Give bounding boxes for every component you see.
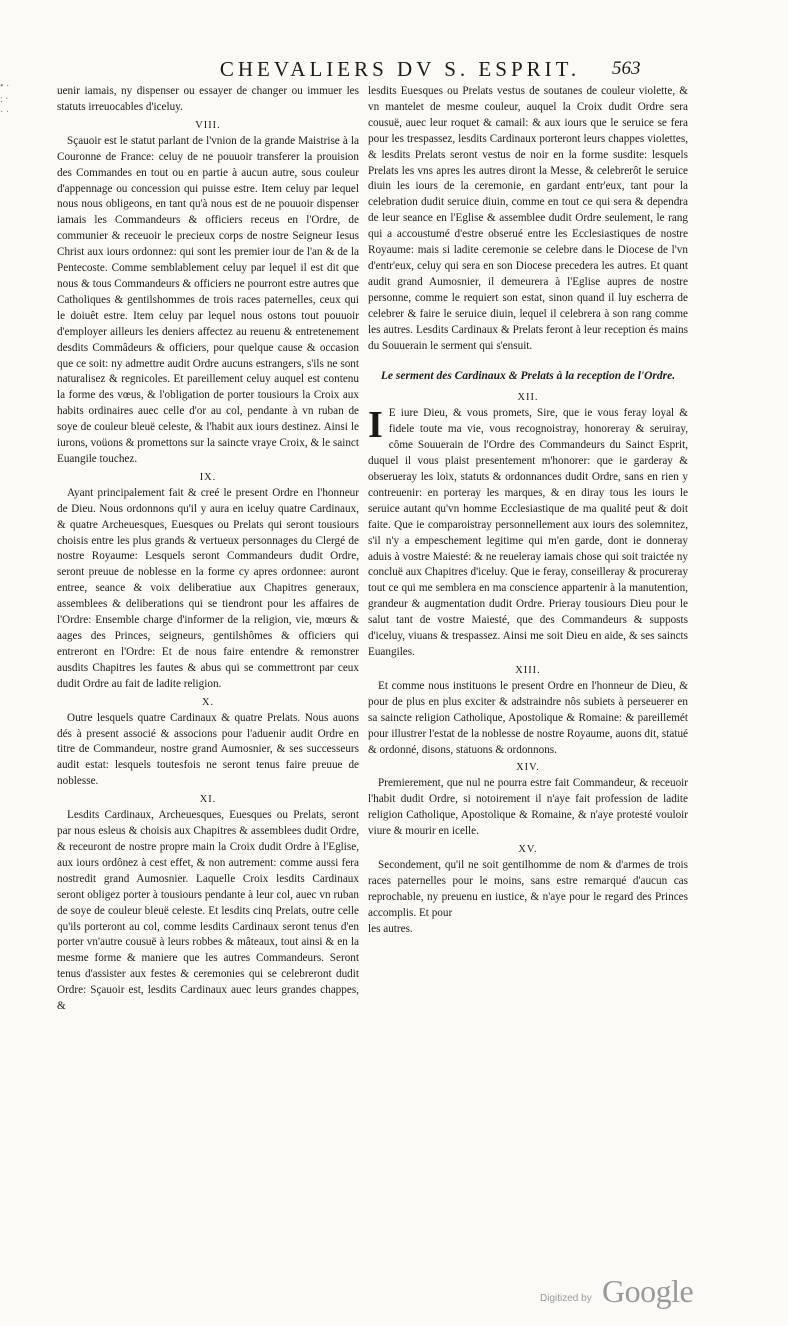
google-watermark xyxy=(540,1275,740,1315)
paragraph: uenir iamais, ny dispenser ou essayer de changer ou immuer les statuts irreuocables d'iceluy. xyxy=(57,85,359,113)
paragraph: Premierement, que nul ne pourra estre fait Commandeur, & receuoir l'habit dudit Ordre, si notoirement il n'aye fait profession de ladite religion Catholique, Apostolique & Romaine, & n'aye protesté vouloir viure & mourir en icelle. xyxy=(368,777,688,838)
page-number: 563 xyxy=(612,58,641,79)
paragraph: Lesdits Cardinaux, Archeuesques, Euesques ou Prelats, seront par nous esleus & choisis aux Chapitres & assemblees dudit Ordre, & receuront de nostre propre main la Croix dudit Ordre à l'Eglise, aux iours ordônez à cest effet, & non autrement: comme aussi fera nostredit grand Aumosnier. Laquelle Croix lesdits Cardinaux seront obligez porter à tousiours pendante à leur col, auec vn ruban de soye de couleur bleuë celeste. Et lesdits cinq Prelats, outre celle qu'ils porteront au col, comme lesdits Cardinaux seront tenus d'en porter vn'autre cousuë à leurs robbes & mâteaux, tout ainsi & en la mesme forme & maniere que les autres Commandeurs. Seront tenus d'assister aux festes & ceremonies qui se celebreront dudit Ordre: Sçauoir est, lesdits Cardinaux auec leurs grandes chappes, & xyxy=(57,809,359,1013)
section-number: XV. xyxy=(518,844,538,856)
paragraph: Sçauoir est le statut parlant de l'vnion de la grande Maistrise à la Couronne de France: celuy de ne pouuoir transferer la prouision des Commandes en tout ou en partie à aucun autre, sous couleur d'appennage ou concession qui puisse estre. Item celuy par lequel nous nous obligeons, en tant qu'à nous est de ne pouuoir dispenser iamais les Commandeurs & officiers receus en l'Ordre, de communier & receuoir le precieux corps de nostre Seigneur Iesus Christ aux iours ordonnez: qui sont les premier iour de l'an & de la Pentecoste. Comme semblablement celuy par lequel il est dit que nous & tous Commandeurs & officiers ne pourront estre autres que Catholiques & gentilshommes de trois races paternelles, ceux qui le doiuêt estre. Item celuy par lequel nous ostons tout pouuoir d'employer ailleurs les deniers affectez au reuenu & entretenement desdits Commâdeurs & officiers, pour quelque cause & occasion que ce soit: ny admettre audit Ordre aucuns estrangers, s'ils ne sont naturalisez & regnicoles. Et pareillement celuy auquel est contenu la forme des vœus, & l'obligation de porter tousiours la Croix aux habits ordinaires auec celle d'or au col, pendante à vn ruban de soye de couleur bleuë celeste, & l'habit aux iours destinez. Ainsi le iurons, voüons & promettons sur la saincte vraye Croix, & le sainct Euangile touchez. xyxy=(57,134,359,465)
paragraph: Ayant principalement fait & creé le present Ordre en l'honneur de Dieu. Nous ordonnons qu'il y aura en iceluy quatre Cardinaux, & quatre Archeuesques, Euesques ou Prelats qui seront tousiours choisis entre les plus grands & vertueux personnages du Clergé de nostre Royaume: Lesquels seront Commandeurs dudit Ordre, seront preuue de noblesse en la forme cy apres ordonnee: auront entree, seance & voix deliberatiue aux Chapitres generaux, assemblees & deliberations qui se tiendront pour les affaires de l'Ordre: Ensemble charge d'informer de la religion, vie, mœurs & aages des Princes, seigneurs, gentilshômes & officiers qui entreront en l'Ordre: Et de nous faire entendre & remonstrer ausdits Chapitres les fautes & abus qui se commettront par ceux dudit Ordre au fait de ladite religion. xyxy=(57,486,359,690)
watermark-prefix: Digitized by xyxy=(540,1293,592,1304)
paragraph: Secondement, qu'il ne soit gentilhomme de nom & d'armes de trois races paternelles pour le moins, sans estre remarqué d'aucun cas reprochable, ny preuenu en iustice, & n'aye pour le regard des Princes accomplis. Et pour xyxy=(368,859,688,919)
paragraph: Et comme nous instituons le present Ordre en l'honneur de Dieu, & pour de plus en plus exciter & adstraindre nôs subiets à perseuerer en sa saincte religion Catholique, Apostolique & Romaine: & pareillemét pour illustrer l'estat de la noblesse de nostre Royaume, auons dit, statué & ordonné, disons, statuons & ordonnons. xyxy=(368,679,688,756)
section-number: VIII. xyxy=(195,119,221,131)
section-number: X. xyxy=(201,696,215,708)
paragraph: les autres. xyxy=(368,922,413,935)
right-column xyxy=(368,84,688,938)
paragraph: Outre lesquels quatre Cardinaux & quatre Prelats. Nous auons dés à present associé & associons pour l'aduenir audit Ordre en titre de Commandeur, nostre grand Aumosnier, & ses successeurs audit estat: lesquels toutesfois ne seront tenus faire preuue de noblesse. xyxy=(57,711,359,788)
section-number: XIII. xyxy=(515,664,541,676)
left-column xyxy=(57,84,359,1015)
running-title: CHEVALIERS DV S. ESPRIT. xyxy=(219,57,581,81)
section-number: XI. xyxy=(199,794,217,806)
margin-marks: • · : · · · xyxy=(0,81,10,118)
oath-heading: Le serment des Cardinaux & Prelats à la reception de l'Ordre. xyxy=(380,370,676,383)
oath-text: E iure Dieu, & vous promets, Sire, que ie vous feray loyal & fidele toute ma vie, vous recognoistray, honoreray & seruiray, côme Souuerain de l'Ordre des Commandeurs du Sainct Esprit, duquel il vous plaist presentement m'honorer: que ie garderay & obserueray les loix, statuts & ordonnances dudit Ordre, sans en rien y contreuenir: en porteray les marques, & en diray tous les iours le seruice autant qu'vn homme Ecclesiastique de ma qualité peut & doit faite. Que ie comparoistray personnellement aux iours des solemnitez, s'il n'y a empeschement legitime qui m'en garde, dont ie donneray aduis à vostre Maiesté: & ne reueleray iamais chose qui soit traictée ny concluë aux Chapitres d'iceluy. Que ie feray, conseilleray & procureray tout ce qui me semblera en ma conscience appartenir à la manutention, grandeur & augmentation dudit Ordre. Prieray tousiours Dieu pour le salut tant de vostre Maiesté, que des Commandeurs & supposts d'iceluy, viuans & trespassez. Ainsi me soit Dieu en aide, & ses saincts Euangiles. xyxy=(368,407,688,658)
watermark-logo: Google xyxy=(602,1273,694,1309)
section-number: XIV. xyxy=(516,762,540,774)
section-number: IX. xyxy=(199,471,217,483)
section-number: XII. xyxy=(517,392,539,404)
drop-cap: I xyxy=(368,404,383,447)
paragraph: lesdits Euesques ou Prelats vestus de soutanes de couleur violette, & vn mantelet de mesme couleur, auquel la Croix dudit Ordre sera cousuë, auec leur roquet & camail: & aux iours que le seruice se fera pour les trespassez, lesdits Cardinaux porteront leurs chappes violettes, & lesdits Prelats seront vestus de noir en la forme susdite: lesquels Prelats les vns apres les autres diront la Messe, & celebrerôt le seruice diuin les iours de la ceremonie, en gardant entr'eux, tant pour la celebration dudit seruice diuin, comme en tout ce qui sera & dependra de leur seance en l'Eglise & assemblee dudit Ordre seulement, le rang qui a accoustumé d'estre obserué entre les Ecclesiastiques de nostre Royaume: mais si ladite ceremonie se celebre dans le Diocese de l'vn d'entr'eux, celuy qui sera en son Diocese precedera les autres. Et quant audit grand Aumosnier, il demeurera à l'Eglise aupres de nostre personne, comme le requiert son estat, sinon quand il luy escherra de celebrer & faire le seruice diuin, lequel il celebrera à son rang comme les autres. Lesdits Cardinaux & Prelats feront à leur reception és mains du Souuerain le serment qui s'ensuit. xyxy=(368,85,688,352)
oath-paragraph xyxy=(368,406,688,661)
